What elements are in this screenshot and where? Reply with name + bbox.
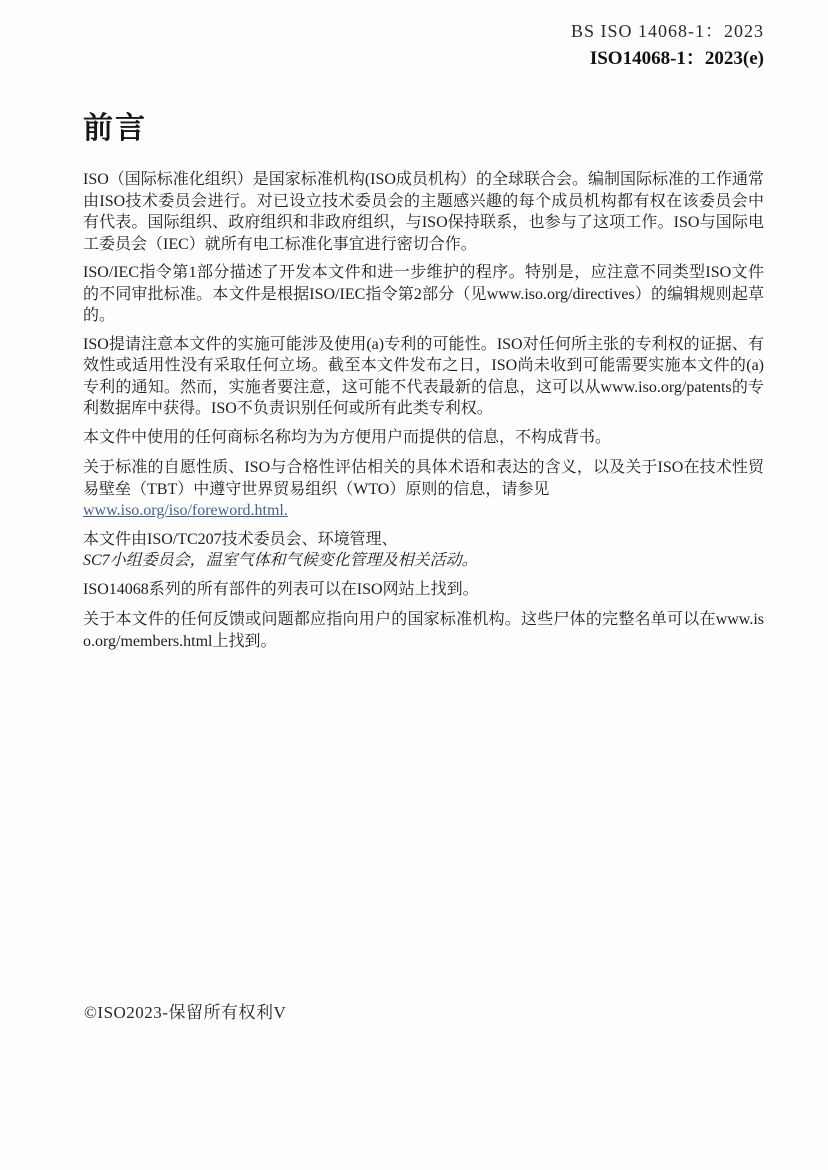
paragraph-wto-tbt-text: 关于标准的自愿性质、ISO与合格性评估相关的具体术语和表达的含义，以及关于ISO在技术性贸易壁垒（TBT）中遵守世界贸易组织（WTO）原则的信息，请参见 bbox=[83, 459, 764, 498]
document-header bbox=[571, 18, 764, 72]
page-title: 前言 bbox=[83, 112, 147, 145]
paragraph-patent-rights: ISO提请注意本文件的实施可能涉及使用(a)专利的可能性。ISO对任何所主张的专利权的证据、有效性或适用性没有采取任何立场。截至本文件发布之日，ISO尚未收到可能需要实施本文件的(a)专利的通知。然而，实施者要注意，这可能不代表最新的信息，这可以从www.iso.org/patents的专利数据库中获得。ISO不负责识别任何或所有此类专利权。 bbox=[83, 335, 764, 417]
paragraph-series-list: ISO14068系列的所有部件的列表可以在ISO网站上找到。 bbox=[83, 580, 479, 598]
paragraph-wto-tbt bbox=[83, 457, 764, 522]
standard-reference-bs: BS ISO 14068-1：2023 bbox=[570, 21, 764, 41]
subcommittee-line: SC7小组委员会，温室气体和气候变化管理及相关活动。 bbox=[83, 552, 478, 569]
foreword-link[interactable]: www.iso.org/iso/foreword.html. bbox=[83, 502, 288, 519]
paragraph-trademark: 本文件中使用的任何商标名称均为为方便用户而提供的信息，不构成背书。 bbox=[83, 428, 612, 446]
paragraph-iso-federation: ISO（国际标准化组织）是国家标准机构(ISO成员机构）的全球联合会。编制国际标准的工作通常由ISO技术委员会进行。对已设立技术委员会的主题感兴趣的每个成员机构都有权在该委员会中有代表。国际组织、政府组织和非政府组织，与ISO保持联系，也参与了这项工作。ISO与国际电工委员会（IEC）就所有电工标准化事宜进行密切合作。 bbox=[83, 171, 764, 253]
copyright-notice: ©ISO2023-保留所有权利V bbox=[84, 1003, 287, 1022]
document-body bbox=[83, 103, 764, 659]
standard-reference-iso: ISO14068-1：2023(e) bbox=[589, 48, 764, 69]
paragraph-feedback: 关于本文件的任何反馈或问题都应指向用户的国家标准机构。这些尸体的完整名单可以在www.iso.org/members.html上找到。 bbox=[83, 611, 764, 650]
committee-line: 本文件由ISO/TC207技术委员会、环境管理、 bbox=[83, 530, 398, 548]
paragraph-committee bbox=[83, 529, 764, 572]
paragraph-iec-directives: ISO/IEC指令第1部分描述了开发本文件和进一步维护的程序。特别是，应注意不同类型ISO文件的不同审批标准。本文件是根据ISO/IEC指令第2部分（见www.iso.org/directives）的编辑规则起草的。 bbox=[83, 264, 764, 324]
